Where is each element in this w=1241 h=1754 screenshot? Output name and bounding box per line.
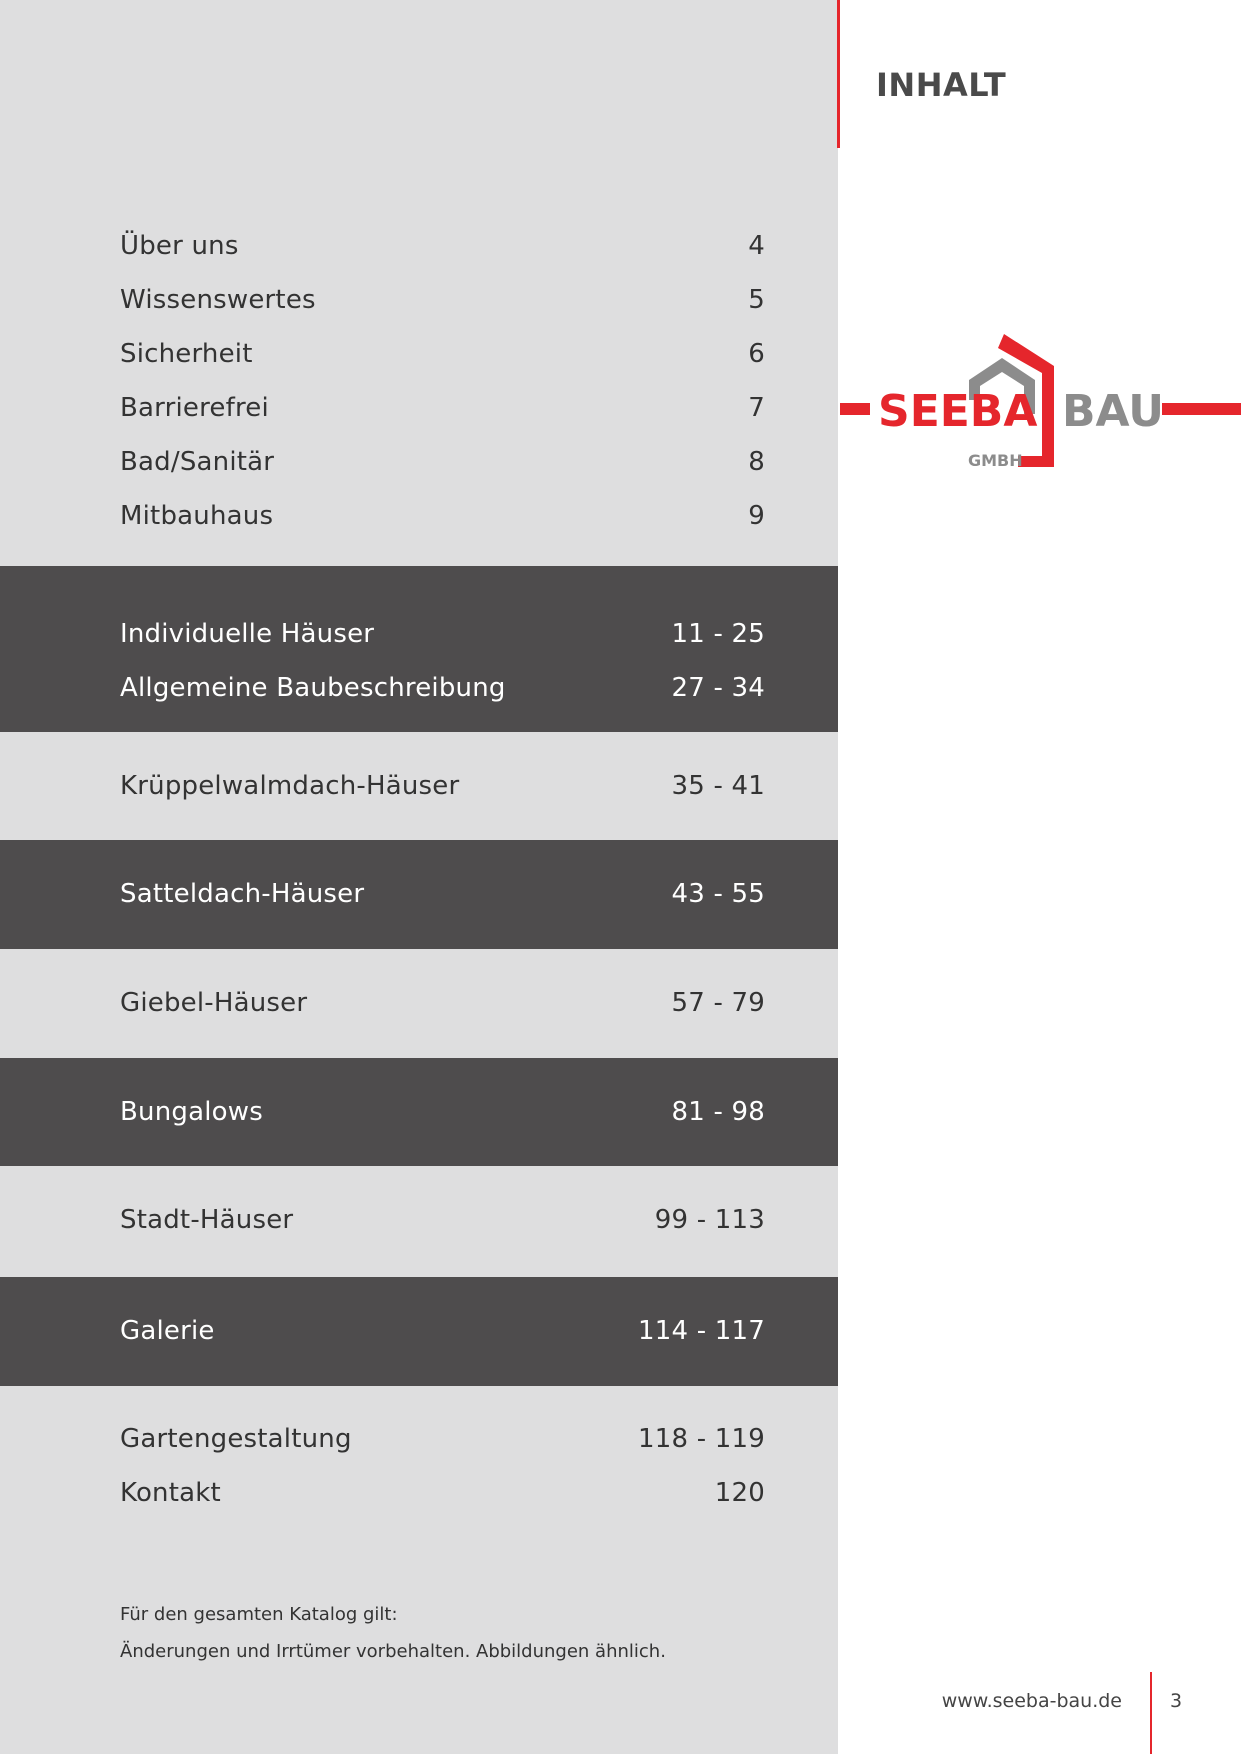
toc-entry-pages: 35 - 41 <box>671 771 765 801</box>
toc-entry-pages: 57 - 79 <box>671 988 765 1018</box>
toc-entry-title: Satteldach-Häuser <box>120 879 365 909</box>
toc-section-krueppelwalmdach <box>0 732 838 840</box>
logo-text-bau: BAU <box>1062 386 1164 437</box>
logo-text-gmbh: GMBH <box>968 451 1023 470</box>
toc-entry[interactable] <box>120 435 765 489</box>
toc-entry-pages: 7 <box>748 393 765 423</box>
page-number: 3 <box>1170 1690 1183 1712</box>
toc-entry-pages: 27 - 34 <box>671 673 765 703</box>
toc-entry-pages: 8 <box>748 447 765 477</box>
toc-entry-pages: 99 - 113 <box>654 1205 765 1235</box>
logo-text-seeba: SEEBA <box>878 386 1038 437</box>
accent-line-top <box>837 0 840 148</box>
toc-entry[interactable] <box>120 661 765 715</box>
toc-entry[interactable] <box>120 867 765 921</box>
toc-entry-title: Individuelle Häuser <box>120 619 375 649</box>
toc-entry[interactable] <box>120 273 765 327</box>
toc-entry-title: Galerie <box>120 1316 215 1346</box>
toc-entry-title: Allgemeine Baubeschreibung <box>120 673 506 703</box>
toc-entry[interactable] <box>120 381 765 435</box>
toc-entry[interactable] <box>120 607 765 661</box>
toc-entry-pages: 114 - 117 <box>638 1316 765 1346</box>
toc-section-individuelle <box>0 566 838 732</box>
toc-entry[interactable] <box>120 1085 765 1139</box>
toc-entry-title: Barrierefrei <box>120 393 269 423</box>
footer-divider <box>1150 1672 1152 1754</box>
toc-entry-title: Über uns <box>120 231 239 261</box>
toc-entry[interactable] <box>120 489 765 543</box>
toc-entry-pages: 4 <box>748 231 765 261</box>
disclaimer-line-2: Änderungen und Irrtümer vorbehalten. Abbildungen ähnlich. <box>120 1641 666 1662</box>
toc-section-outro <box>0 1386 838 1586</box>
toc-entry[interactable] <box>120 1304 765 1358</box>
toc-entry-pages: 11 - 25 <box>671 619 765 649</box>
toc-section-satteldach <box>0 840 838 949</box>
toc-section-bungalows <box>0 1058 838 1166</box>
toc-entry-title: Bungalows <box>120 1097 263 1127</box>
toc-entry-title: Sicherheit <box>120 339 253 369</box>
seeba-bau-logo <box>840 330 1241 480</box>
toc-entry-pages: 6 <box>748 339 765 369</box>
toc-section-stadt <box>0 1166 838 1277</box>
toc-entry-pages: 43 - 55 <box>671 879 765 909</box>
toc-entry-pages: 9 <box>748 501 765 531</box>
toc-section-galerie <box>0 1277 838 1386</box>
page-title: INHALT <box>876 66 1007 104</box>
toc-entry-title: Wissenswertes <box>120 285 316 315</box>
toc-entry-title: Mitbauhaus <box>120 501 274 531</box>
toc-entry-title: Giebel-Häuser <box>120 988 308 1018</box>
toc-entry[interactable] <box>120 976 765 1030</box>
toc-section-giebel <box>0 949 838 1058</box>
toc-entry-title: Bad/Sanitär <box>120 447 275 477</box>
toc-entry-title: Gartengestaltung <box>120 1424 352 1454</box>
toc-entry-pages: 81 - 98 <box>671 1097 765 1127</box>
logo-bar-left <box>840 403 870 415</box>
toc-entry-title: Kontakt <box>120 1478 221 1508</box>
disclaimer-line-1: Für den gesamten Katalog gilt: <box>120 1604 398 1625</box>
toc-entry[interactable] <box>120 1466 765 1520</box>
toc-entry[interactable] <box>120 327 765 381</box>
toc-entry[interactable] <box>120 1193 765 1247</box>
toc-entry[interactable] <box>120 759 765 813</box>
toc-entry-pages: 120 <box>714 1478 765 1508</box>
disclaimer-note <box>120 1596 666 1670</box>
toc-entry-title: Stadt-Häuser <box>120 1205 294 1235</box>
toc-entry-pages: 5 <box>748 285 765 315</box>
footer-url[interactable]: www.seeba-bau.de <box>941 1690 1122 1712</box>
toc-section-intro <box>0 0 838 566</box>
toc-entry-title: Krüppelwalmdach-Häuser <box>120 771 460 801</box>
toc-entry-pages: 118 - 119 <box>638 1424 765 1454</box>
logo-bar-right <box>1162 403 1241 415</box>
toc-entry[interactable] <box>120 1412 765 1466</box>
toc-entry[interactable] <box>120 219 765 273</box>
